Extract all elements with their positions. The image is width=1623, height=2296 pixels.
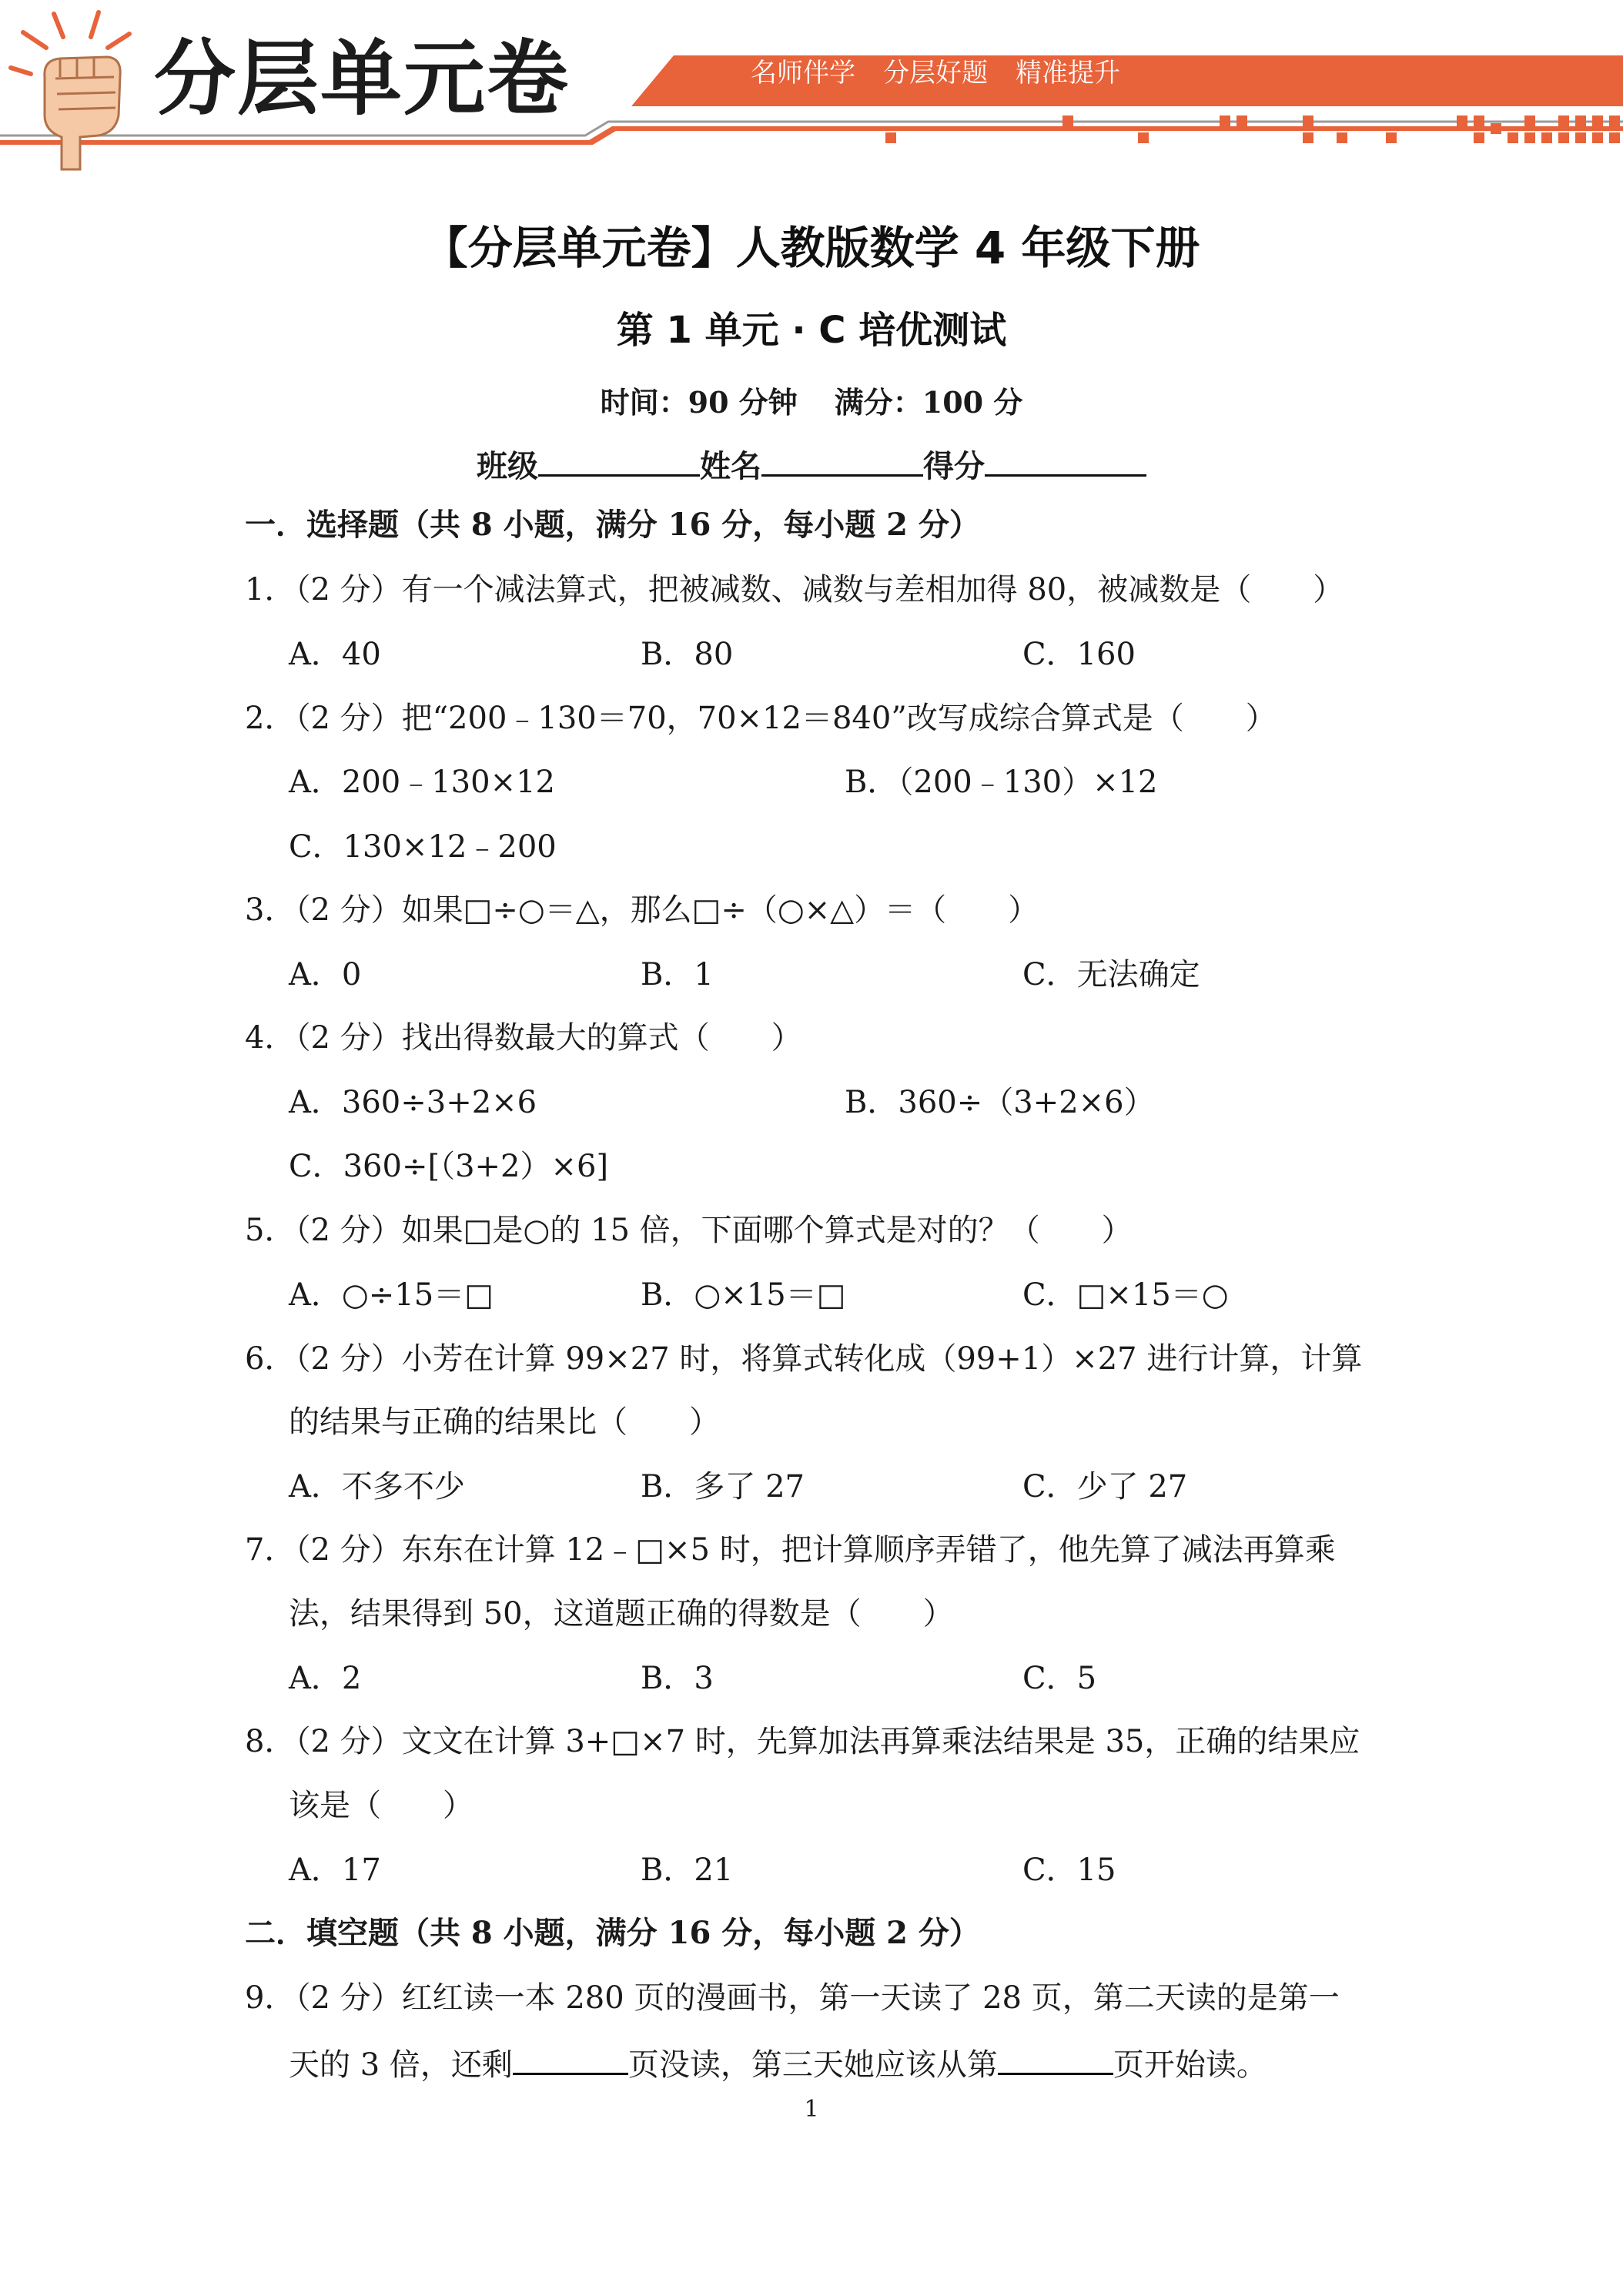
q8-option-a[interactable]: A．17 <box>289 1853 381 1888</box>
q7-option-a[interactable]: A．2 <box>289 1661 362 1696</box>
q1-option-a[interactable]: A．40 <box>289 637 381 672</box>
q2-option-b[interactable]: B．（200﹣130）×12 <box>845 765 1158 800</box>
q3-option-c[interactable]: C．无法确定 <box>1022 957 1200 992</box>
q6-option-c[interactable]: C．少了 27 <box>1022 1469 1188 1504</box>
slogan-bar <box>751 58 1148 89</box>
q4-option-a[interactable]: A．360÷3+2×6 <box>289 1085 537 1120</box>
slogan-3: 精准提升 <box>1016 58 1120 89</box>
question-2: 2．（2 分）把“200﹣130＝70，70×12＝840”改写成综合算式是（ ） <box>245 701 1277 736</box>
q5-option-b[interactable]: B．○×15＝□ <box>641 1277 846 1313</box>
q9-text-a: 天的 3 倍，还剩 <box>289 2047 513 2083</box>
page-number: 1 <box>804 2096 819 2123</box>
q1-option-b[interactable]: B．80 <box>641 637 734 672</box>
q8-option-b[interactable]: B．21 <box>641 1853 734 1888</box>
student-info <box>0 442 1623 486</box>
name-blank[interactable] <box>761 447 923 477</box>
header-banner <box>0 0 1623 177</box>
fist-icon <box>11 12 129 169</box>
brand-title: 分层单元卷 <box>154 32 570 126</box>
question-6: 6．（2 分）小芳在计算 99×27 时，将算式转化成（99+1）×27 进行计算，计算 <box>245 1341 1363 1377</box>
q9-text-c: 页开始读。 <box>1113 2047 1267 2083</box>
question-8: 8．（2 分）文文在计算 3+□×7 时，先算加法再算乘法结果是 35，正确的结果应 <box>245 1724 1360 1759</box>
question-6-continued: 的结果与正确的结果比（ ） <box>289 1404 720 1440</box>
exam-time: 时间：90 分钟 <box>600 385 798 420</box>
question-4: 4．（2 分）找出得数最大的算式（ ） <box>245 1020 802 1056</box>
q1-option-c[interactable]: C．160 <box>1022 637 1136 672</box>
q4-option-b[interactable]: B．360÷（3+2×6） <box>845 1085 1155 1120</box>
question-1: 1．（2 分）有一个减法算式，把被减数、减数与差相加得 80，被减数是（ ） <box>245 572 1344 607</box>
question-7: 7．（2 分）东东在计算 12﹣□×5 时，把计算顺序弄错了，他先算了减法再算乘 <box>245 1532 1336 1568</box>
q9-blank-2[interactable] <box>998 2047 1113 2075</box>
question-9-continued <box>289 2047 1267 2083</box>
q6-option-a[interactable]: A．不多不少 <box>289 1469 465 1504</box>
slogan-2: 分层好题 <box>883 58 988 89</box>
q2-option-c[interactable]: C．130×12﹣200 <box>289 829 557 865</box>
q3-option-b[interactable]: B．1 <box>641 957 714 992</box>
q6-option-b[interactable]: B．多了 27 <box>641 1469 805 1504</box>
q2-option-a[interactable]: A．200﹣130×12 <box>289 765 555 800</box>
exam-full-score: 满分：100 分 <box>834 385 1023 420</box>
q9-blank-1[interactable] <box>513 2047 628 2075</box>
q5-option-c[interactable]: C．□×15＝○ <box>1022 1277 1229 1313</box>
q7-option-b[interactable]: B．3 <box>641 1661 714 1696</box>
class-blank[interactable] <box>538 447 700 477</box>
q9-text-b: 页没读，第三天她应该从第 <box>627 2047 998 2083</box>
question-8-continued: 该是（ ） <box>289 1788 474 1823</box>
name-label: 姓名 <box>700 448 761 484</box>
page-title: 【分层单元卷】人教版数学 4 年级下册 <box>423 222 1200 274</box>
q5-option-a[interactable]: A．○÷15＝□ <box>289 1277 494 1313</box>
slogan-1: 名师伴学 <box>751 58 855 89</box>
section-title-fill: 二．填空题（共 8 小题，满分 16 分，每小题 2 分） <box>245 1915 980 1951</box>
score-blank[interactable] <box>985 447 1146 477</box>
question-5: 5．（2 分）如果□是○的 15 倍，下面哪个算式是对的？（ ） <box>245 1213 1133 1248</box>
q3-option-a[interactable]: A．0 <box>289 957 362 992</box>
class-label: 班级 <box>477 448 538 484</box>
score-label: 得分 <box>923 448 985 484</box>
q7-option-c[interactable]: C．5 <box>1022 1661 1097 1696</box>
page-subtitle: 第 1 单元 · C 培优测试 <box>616 309 1007 352</box>
question-7-continued: 法，结果得到 50，这道题正确的得数是（ ） <box>289 1596 954 1632</box>
q8-option-c[interactable]: C．15 <box>1022 1853 1116 1888</box>
section-title-choice: 一．选择题（共 8 小题，满分 16 分，每小题 2 分） <box>245 507 980 543</box>
question-9: 9．（2 分）红红读一本 280 页的漫画书，第一天读了 28 页，第二天读的是第一 <box>245 1980 1340 2016</box>
question-3: 3．（2 分）如果□÷○＝△，那么□÷（○×△）＝（ ） <box>245 892 1039 928</box>
exam-meta <box>0 379 1623 421</box>
q4-option-c[interactable]: C．360÷[（3+2）×6] <box>289 1149 609 1184</box>
